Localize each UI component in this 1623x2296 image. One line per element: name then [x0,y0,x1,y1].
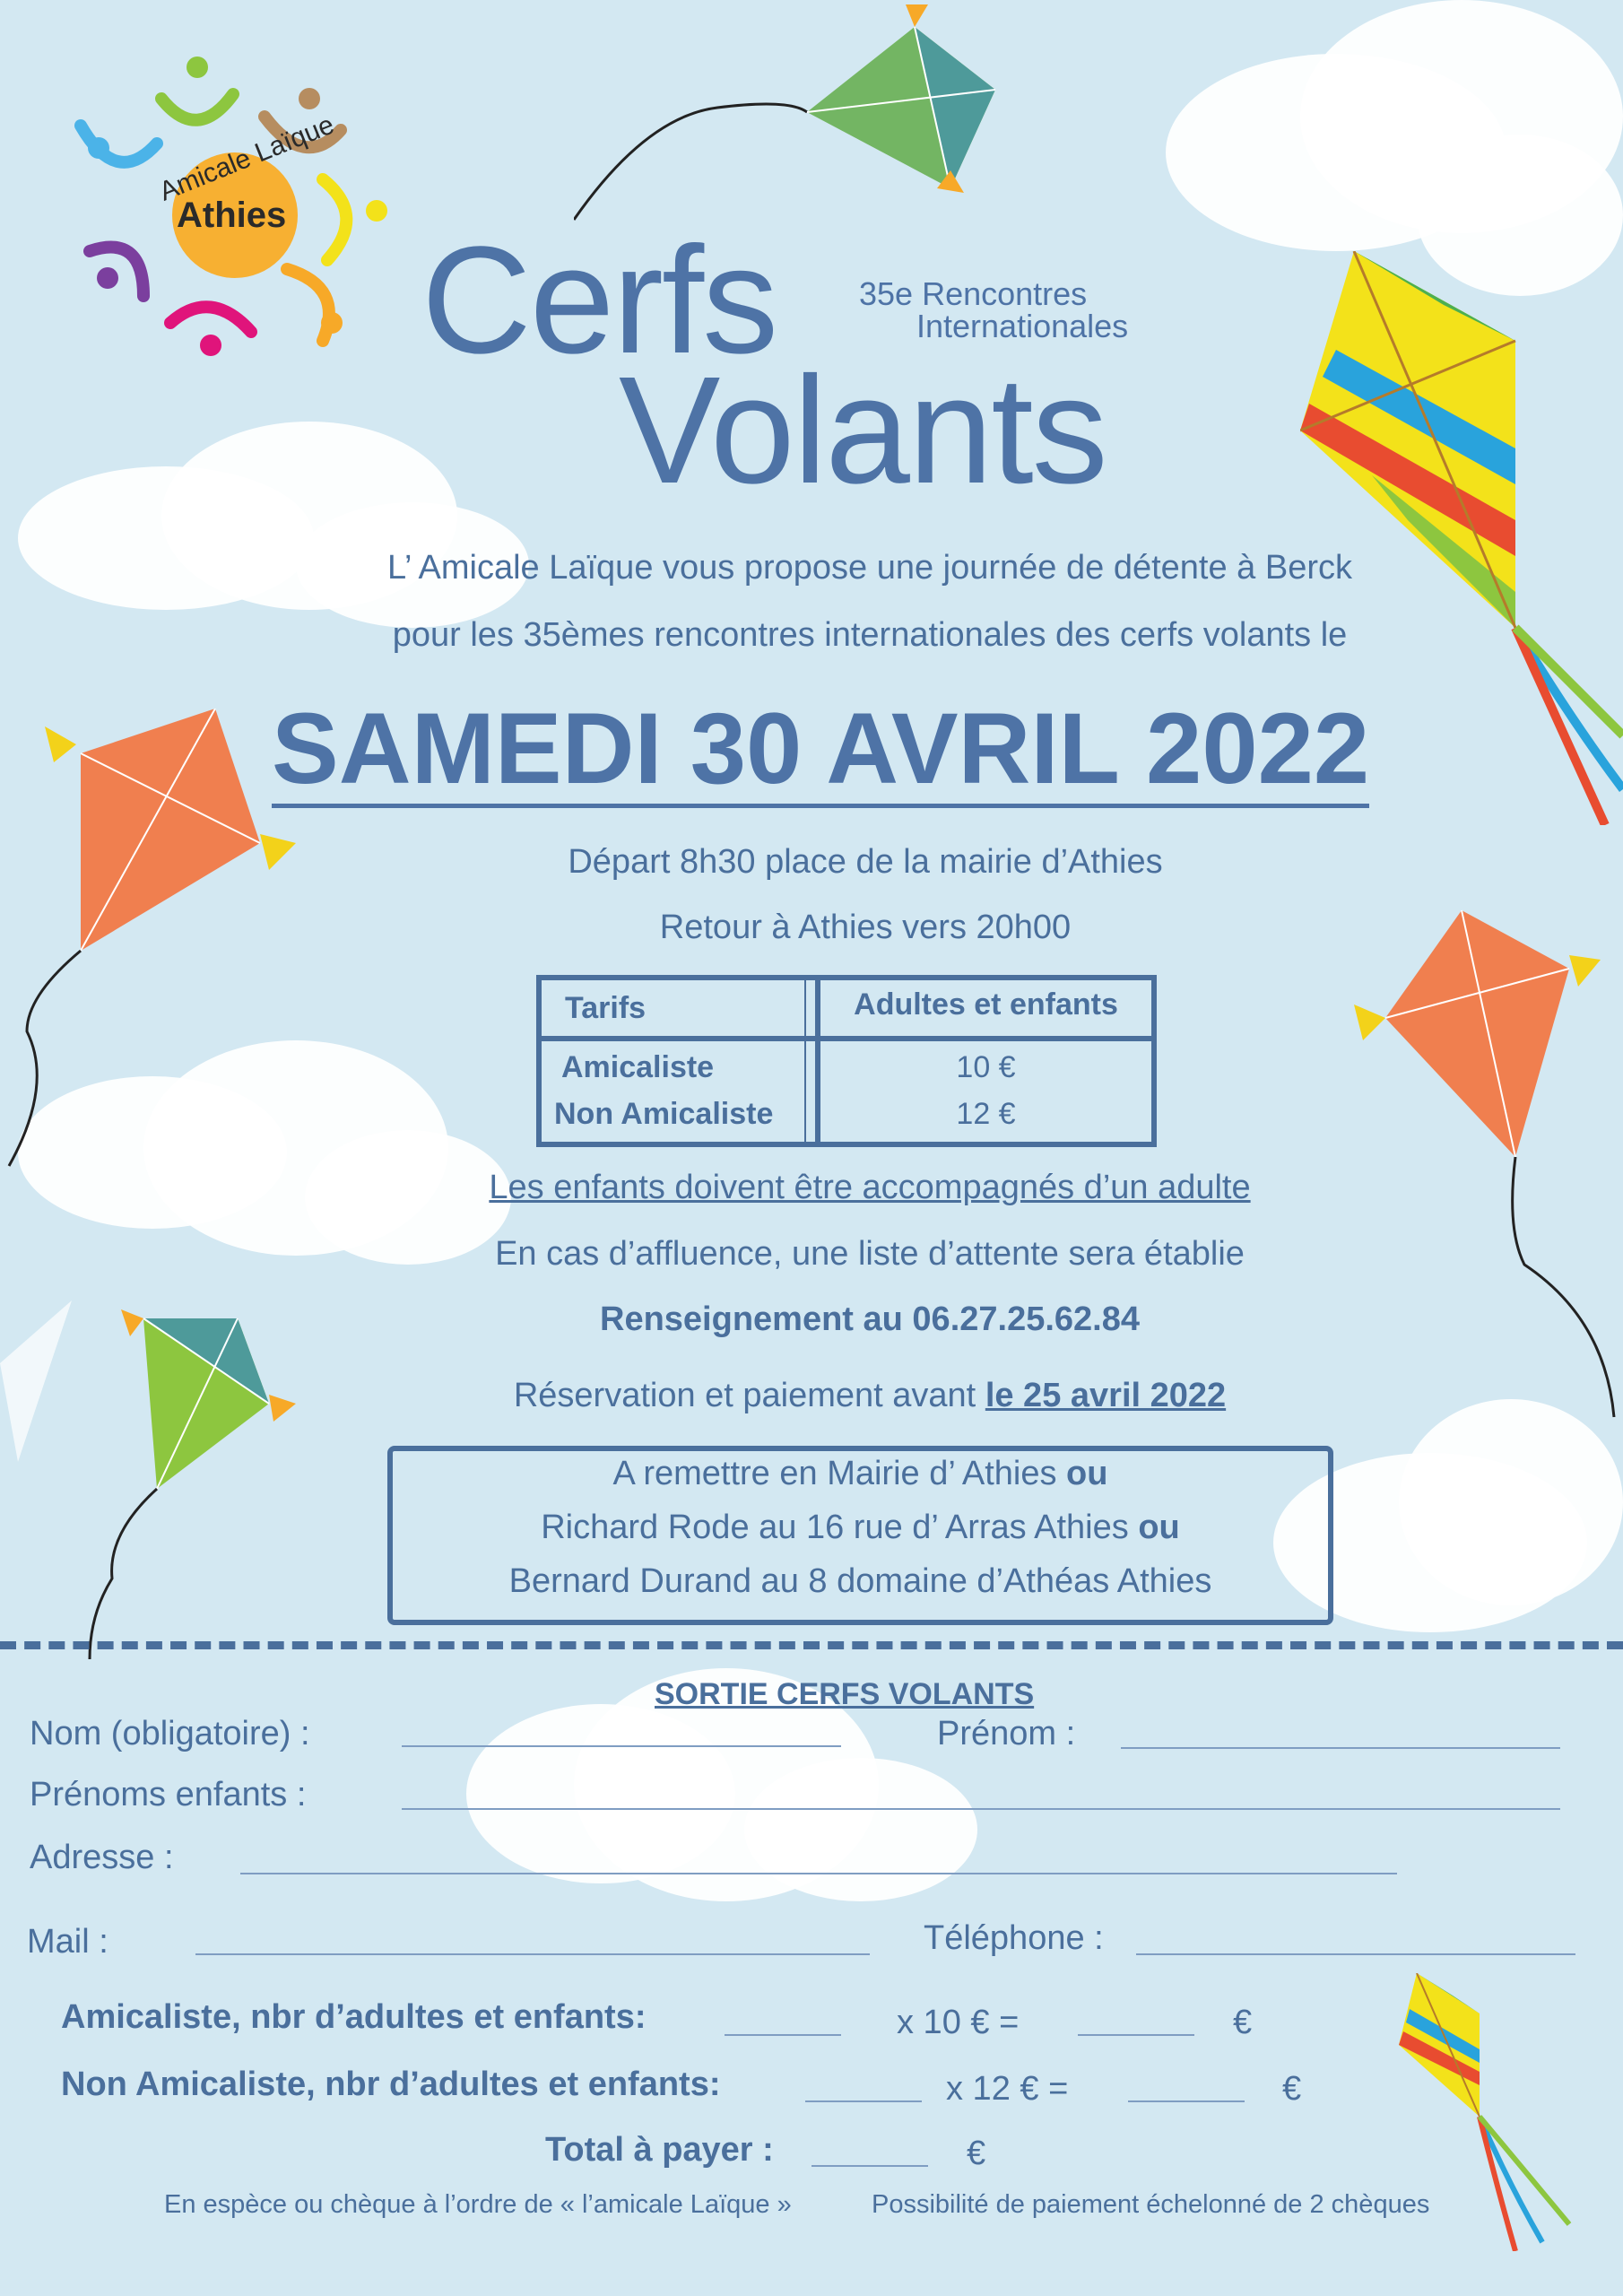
title-volants: Volants [619,345,1107,516]
prenom-field[interactable] [1121,1747,1560,1749]
payment-installment-note: Possibilité de paiement échelonné de 2 chèques [872,2190,1430,2219]
total-label: Total à payer : [545,2131,774,2169]
green-kite-icon [574,0,1004,233]
tarif-row-label-0: Amicaliste [561,1050,715,1084]
teal-kite-icon [0,1283,305,1659]
cut-line [0,1641,1623,1649]
tarifs-header-left: Tarifs [565,991,647,1025]
nom-field[interactable] [402,1745,841,1747]
telephone-label: Téléphone : [924,1919,1104,1957]
tarif-row-price-0: 10 € [956,1050,1016,1084]
subtitle-rencontres: 35e Rencontres [859,275,1088,312]
dropoff-or-2: ou [1138,1509,1180,1546]
departure-text: Départ 8h30 place de la mairie d’Athies [568,843,1163,881]
reservation-prefix: Réservation et paiement avant [513,1377,985,1414]
amicaliste-multiplier: x 10 € = [897,2004,1020,2041]
info-phone: Renseignement au 06.27.25.62.84 [600,1300,1140,1338]
dropoff-line-2: Richard Rode au 16 rue d’ Arras Athies ou [541,1509,1180,1546]
form-title: SORTIE CERFS VOLANTS [655,1677,1035,1711]
amicaliste-count-label: Amicaliste, nbr d’adultes et enfants: [61,1998,647,2036]
intro-line-2: pour les 35èmes rencontres internationales des cerfs volants le [392,616,1348,654]
adresse-label: Adresse : [30,1839,174,1876]
mail-field[interactable] [195,1953,870,1955]
waitlist-note: En cas d’affluence, une liste d’attente sera établie [495,1235,1245,1273]
subtitle-internationales: Internationales [916,308,1129,344]
logo-arc-text: Amicale Laïque [155,109,339,207]
dropoff-box [387,1446,1333,1625]
tarif-row-label-1: Non Amicaliste [554,1097,774,1131]
orange-kite-right-icon [1345,906,1623,1426]
amicaliste-count-field[interactable] [725,2034,841,2036]
telephone-field[interactable] [1136,1953,1575,1955]
total-euro: € [967,2135,986,2172]
tarifs-table [536,975,1157,1147]
prenom-label: Prénom : [937,1715,1076,1752]
return-text: Retour à Athies vers 20h00 [659,909,1072,946]
non-amicaliste-multiplier: x 12 € = [946,2070,1069,2108]
logo [72,45,404,368]
reservation-note [323,1377,1417,1415]
dropoff-line-3: Bernard Durand au 8 domaine d’Athéas Athies [508,1562,1212,1600]
children-note [323,1169,1417,1207]
non-amicaliste-count-label: Non Amicaliste, nbr d’adultes et enfants: [61,2066,721,2103]
dropoff-or-1: ou [1066,1455,1108,1492]
nom-label: Nom (obligatoire) : [30,1715,310,1752]
mail-label: Mail : [27,1923,108,1961]
dropoff-line-1: A remettre en Mairie d’ Athies ou [612,1455,1108,1492]
adresse-field[interactable] [240,1873,1397,1874]
event-date: SAMEDI 30 AVRIL 2022 [272,695,1369,808]
prenoms-enfants-field[interactable] [402,1808,1560,1810]
amicaliste-euro: € [1233,2004,1253,2041]
tarif-row-price-1: 12 € [956,1097,1016,1131]
orange-kite-left-icon [0,709,305,1175]
amicaliste-amount-field[interactable] [1078,2034,1194,2036]
total-field[interactable] [812,2165,928,2167]
tarifs-header-right: Adultes et enfants [854,987,1118,1022]
non-amicaliste-amount-field[interactable] [1128,2100,1245,2102]
children-note-text: Les enfants doivent être accompagnés d’un adulte [489,1169,1251,1206]
non-amicaliste-euro: € [1282,2070,1302,2108]
intro-line-1: L’ Amicale Laïque vous propose une journée de détente à Berck [386,549,1352,587]
title-cerfs: Cerfs [421,215,777,386]
reservation-date: le 25 avril 2022 [985,1377,1227,1414]
logo-name: Athies [177,196,287,235]
prenoms-enfants-label: Prénoms enfants : [30,1776,307,1813]
non-amicaliste-count-field[interactable] [805,2100,922,2102]
payment-method-note: En espèce ou chèque à l’ordre de « l’amicale Laïque » [164,2190,792,2219]
